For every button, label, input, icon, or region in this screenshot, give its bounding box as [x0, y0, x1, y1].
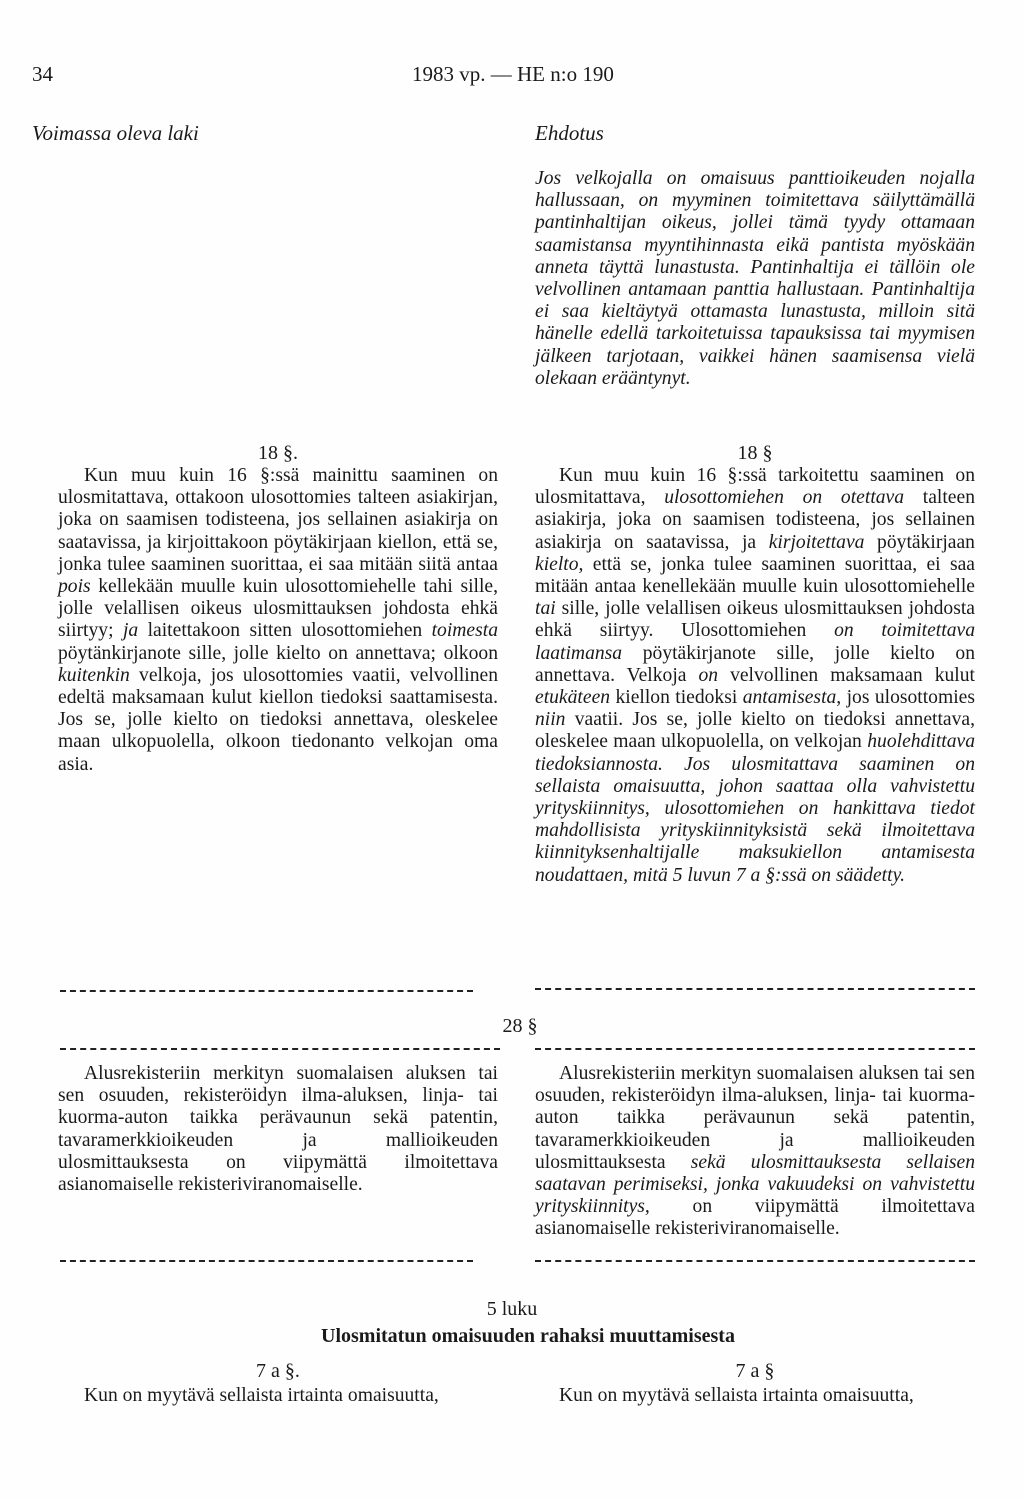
- sec28-label: 28 §: [502, 1015, 538, 1037]
- page-number: 34: [32, 62, 53, 86]
- sec18-right-label: 18 §: [737, 442, 773, 464]
- text-run: talteen asiakirja, joka on saamisen todisteena, jos sellainen asiakirja on saatavissa, ja: [535, 487, 975, 553]
- text-run: pöytäkirjanote sille, jolle kielto on annettava. Velkoja: [535, 642, 975, 686]
- sec18-left-label: 18 §.: [258, 442, 298, 464]
- emphasized-text: sekä ulosmittauksesta sellaisen saatavan perimiseksi, jonka vakuudeksi on vahvistettu yrityskiinnitys,: [535, 1151, 976, 1218]
- sec28-right-paragraph: [535, 1063, 975, 1241]
- text-run: pöytänkirjanote sille, jolle kielto on annettava; olkoon: [58, 642, 498, 664]
- divider-dashed-left-2: [60, 1048, 500, 1050]
- sec7a-right-paragraph: Kun on myytävä sellaista irtainta omaisuutta,: [559, 1385, 914, 1406]
- emphasized-text: kirjoitettava: [768, 531, 865, 553]
- text-run: että se, jonka tulee saaminen suorittaa, ei saa mitään antaa kenellekään muulle kuin ulosottomiehelle: [535, 553, 975, 598]
- right-column-heading: Ehdotus: [535, 121, 604, 145]
- chapter-title: Ulosmitatun omaisuuden rahaksi muuttamisesta: [321, 1325, 735, 1347]
- emphasized-text: on: [698, 664, 719, 686]
- emphasized-text: toimesta: [431, 620, 498, 642]
- left-column-heading: Voimassa oleva laki: [32, 121, 199, 145]
- sec18-left-paragraph: [58, 465, 498, 776]
- emphasized-text: ja: [122, 620, 139, 642]
- text-run: Alusrekisteriin merkityn suomalaisen aluksen tai sen osuuden, rekisteröidyn ilma-aluksen, linja- tai kuorma-auton taikka perävaunun sekä patentin, tavaramerkkioikeuden ja mallioikeuden ulosmittauksesta: [535, 1063, 975, 1173]
- text-run: kellekään muulle kuin ulosottomiehelle tahi sille, jolle velallisen oikeus ulosmittauksen johdosta ehkä siirtyy;: [58, 576, 498, 642]
- sec18-right-paragraph: [535, 465, 975, 887]
- text-run: on viipymättä ilmoitettava asianomaiselle rekisteriviranomaiselle.: [535, 1196, 975, 1240]
- emphasized-text: antamisesta,: [742, 687, 842, 709]
- text-run: velkoja, jos ulosottomies vaatii, velvollinen edeltä maksamaan kulut kiellon tiedoksi saattamisesta. Jos se, jolle kielto on tiedoksi annettava, oleskelee maan ulkopuolella, olkoon tiedonanto velkojan oma asia.: [58, 664, 498, 775]
- sec7a-right-label: 7 a §: [735, 1360, 775, 1382]
- divider-dashed-right-2: [535, 1048, 975, 1050]
- emphasized-text: huolehdittava tiedoksiannosta. Jos ulosmitattava saaminen on sellaista omaisuutta, johon saattaa olla vahvistettu yrityskiinnitys, ulosottomiehen on hankittava tiedot mahdollisista yrityskiinnityksistä sekä ilmoitettava kiinnityksenhaltijalle maksukiellon antamisesta noudattaen, mitä 5 luvun 7 a §:ssä on säädetty.: [535, 731, 975, 886]
- text-run: pöytäkirjaan: [864, 531, 975, 553]
- chapter-number: 5 luku: [486, 1298, 538, 1320]
- sec7a-left-label: 7 a §.: [256, 1360, 300, 1382]
- text-run: velvollinen maksamaan kulut: [718, 664, 975, 686]
- text-run: Kun muu kuin 16 §:ssä mainittu saaminen on ulosmitattava, ottakoon ulosottomies talteen asiakirjan, joka on saamisen todisteena, jos sellainen asiakirja on saatavissa, ja kirjoittakoon pöytäkirjaan kiellon, että se, jonka tulee saaminen suorittaa, ei saa mitään siitä antaa: [58, 465, 498, 575]
- emphasized-text: on toimitettava laatimansa: [535, 620, 975, 664]
- emphasized-text: niin: [535, 709, 566, 731]
- emphasized-text: pois: [58, 576, 91, 598]
- divider-dashed-right-1: [535, 988, 975, 990]
- sec7a-left-paragraph: Kun on myytävä sellaista irtainta omaisuutta,: [84, 1385, 439, 1406]
- right-intro-paragraph: Jos velkojalla on omaisuus panttioikeuden nojalla hallussaan, on myyminen toimitettava säilyttämällä pantinhaltijan oikeus, jollei tämä tyydy ottamaan saamistansa myyntihinnasta eikä pantista myöskään anneta täyttä lunastusta. Pantinhaltija ei tällöin ole velvollinen antamaan panttia hallustaan. Pantinhaltija ei saa kieltäytyä ottamasta lunastusta, milloin sitä hänelle edellä tarkoitetuissa tapauksissa tai myymisen jälkeen tarjotaan, vaikkei hänen saamisensa vielä olekaan erääntynyt.: [535, 168, 975, 389]
- text-run: vaatii. Jos se, jolle kielto on tiedoksi annettava, oleskelee maan ulkopuolella, on velkojan: [535, 709, 975, 753]
- emphasized-text: kuitenkin: [58, 664, 130, 686]
- text-run: Kun muu kuin 16 §:ssä tarkoitettu saaminen on ulosmitattava,: [535, 465, 975, 509]
- emphasized-text: etukäteen: [535, 687, 611, 709]
- emphasized-text: ulosottomiehen on otettava: [664, 487, 905, 509]
- text-run: jos ulosottomies: [841, 687, 975, 709]
- emphasized-text: kielto,: [535, 553, 584, 575]
- text-run: sille, jolle velallisen oikeus ulosmittauksen johdosta ehkä siirtyy. Ulosottomiehen: [535, 598, 975, 642]
- document-header-title: 1983 vp. — HE n:o 190: [412, 62, 614, 86]
- text-run: kiellon tiedoksi: [610, 687, 743, 709]
- divider-dashed-left-3: [60, 1260, 473, 1262]
- divider-dashed-left-1: [60, 990, 473, 992]
- emphasized-text: tai: [535, 598, 556, 620]
- divider-dashed-right-3: [535, 1260, 975, 1262]
- sec28-left-paragraph: Alusrekisteriin merkityn suomalaisen aluksen tai sen osuuden, rekisteröidyn ilma-aluksen, linja- tai kuorma-auton taikka perävaunun sekä patentin, tavaramerkkioikeuden ja mallioikeuden ulosmittauksesta on viipymättä ilmoitettava asianomaiselle rekisteriviranomaiselle.: [58, 1063, 498, 1196]
- text-run: laitettakoon sitten ulosottomiehen: [138, 620, 432, 642]
